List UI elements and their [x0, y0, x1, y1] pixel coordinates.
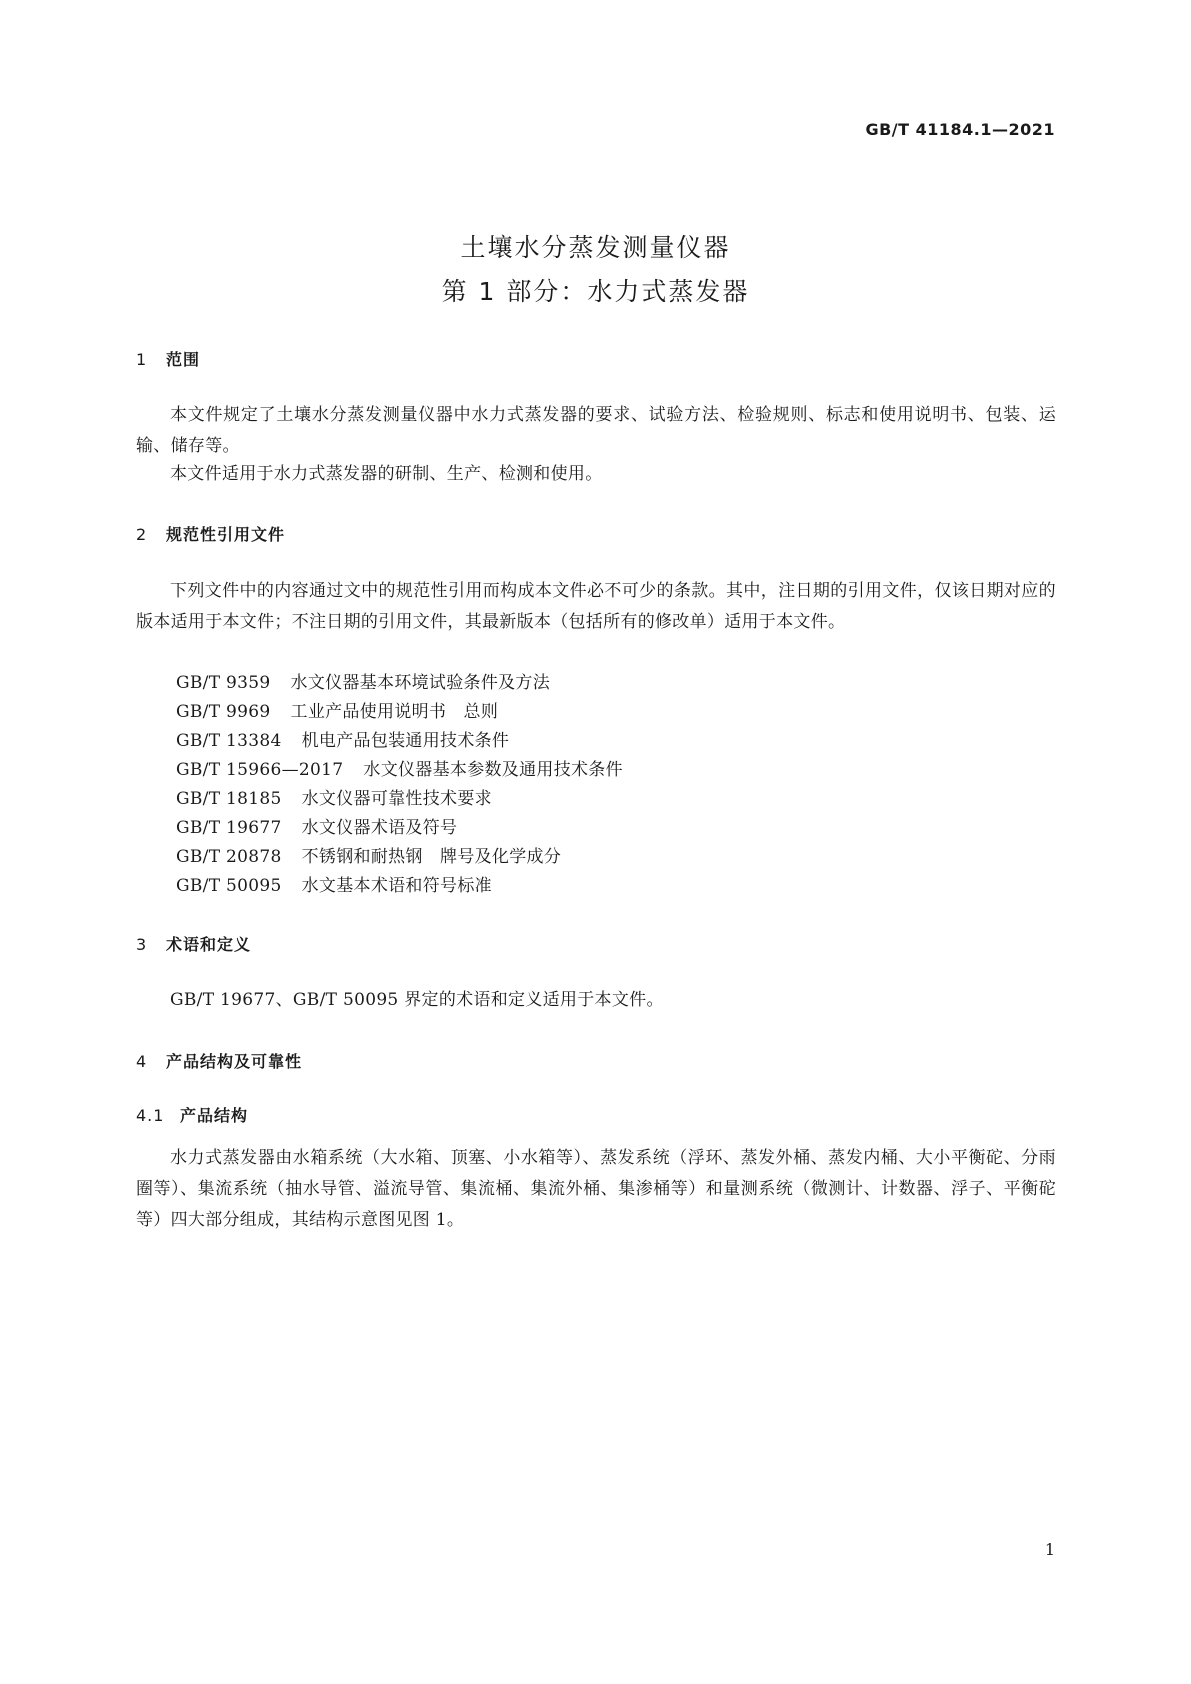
reference-title: 不锈钢和耐热钢 牌号及化学成分 [301, 847, 562, 867]
section-number: 4.1 [136, 1106, 165, 1125]
section-number: 1 [136, 350, 148, 369]
section-title: 术语和定义 [166, 935, 252, 954]
reference-code: GB/T 19677 [176, 818, 282, 838]
section-1-paragraph-2: 本文件适用于水力式蒸发器的研制、生产、检测和使用。 [170, 464, 603, 484]
reference-code: GB/T 18185 [176, 789, 282, 809]
section-4-1-heading [136, 1103, 248, 1126]
reference-code: GB/T 9969 [176, 702, 271, 722]
section-1-heading [136, 347, 200, 370]
section-3-paragraph-1: GB/T 19677、GB/T 50095 界定的术语和定义适用于本文件。 [170, 990, 664, 1010]
reference-title: 工业产品使用说明书 总则 [290, 702, 499, 722]
reference-item [176, 755, 623, 780]
standard-number: GB/T 41184.1—2021 [865, 120, 1055, 139]
reference-code: GB/T 20878 [176, 847, 282, 867]
reference-item [176, 813, 457, 838]
document-subtitle: 第 1 部分：水力式蒸发器 [441, 277, 750, 306]
section-number: 2 [136, 525, 148, 544]
reference-item [176, 871, 492, 896]
reference-title: 水文仪器术语及符号 [301, 818, 458, 838]
section-4-heading [136, 1049, 302, 1072]
section-4-1-paragraph-1: 水力式蒸发器由水箱系统（大水箱、顶塞、小水箱等）、蒸发系统（浮环、蒸发外桶、蒸发内桶、大小平衡砣、分雨圈等）、集流系统（抽水导管、溢流导管、集流桶、集流外桶、集渗桶等）和量测系统（微测计、计数器、浮子、平衡砣等）四大部分组成，其结构示意图见图 1。 [136, 1148, 1056, 1230]
section-2-heading [136, 522, 285, 545]
reference-title: 机电产品包装通用技术条件 [301, 731, 510, 751]
reference-code: GB/T 15966—2017 [176, 760, 344, 780]
section-title: 规范性引用文件 [166, 525, 286, 544]
reference-item [176, 784, 492, 809]
reference-item [176, 726, 509, 751]
reference-title: 水文基本术语和符号标准 [301, 876, 492, 896]
section-3-heading [136, 932, 251, 955]
section-title: 产品结构及可靠性 [166, 1052, 303, 1071]
section-number: 3 [136, 935, 148, 954]
page-number: 1 [1044, 1540, 1055, 1559]
reference-code: GB/T 9359 [176, 673, 271, 693]
reference-title: 水文仪器基本环境试验条件及方法 [290, 673, 551, 693]
reference-code: GB/T 50095 [176, 876, 282, 896]
reference-item [176, 842, 561, 867]
section-1-paragraph-1: 本文件规定了土壤水分蒸发测量仪器中水力式蒸发器的要求、试验方法、检验规则、标志和使用说明书、包装、运输、储存等。 [136, 405, 1056, 456]
document-title: 土壤水分蒸发测量仪器 [460, 233, 731, 262]
section-number: 4 [136, 1052, 148, 1071]
section-2-paragraph-1: 下列文件中的内容通过文中的规范性引用而构成本文件必不可少的条款。其中，注日期的引用文件，仅该日期对应的版本适用于本文件；不注日期的引用文件，其最新版本（包括所有的修改单）适用于本文件。 [136, 581, 1056, 632]
reference-item [176, 668, 550, 693]
section-title: 产品结构 [180, 1106, 249, 1125]
reference-item [176, 697, 498, 722]
reference-code: GB/T 13384 [176, 731, 282, 751]
section-title: 范围 [166, 350, 201, 369]
reference-title: 水文仪器可靠性技术要求 [301, 789, 492, 809]
reference-title: 水文仪器基本参数及通用技术条件 [363, 760, 623, 780]
